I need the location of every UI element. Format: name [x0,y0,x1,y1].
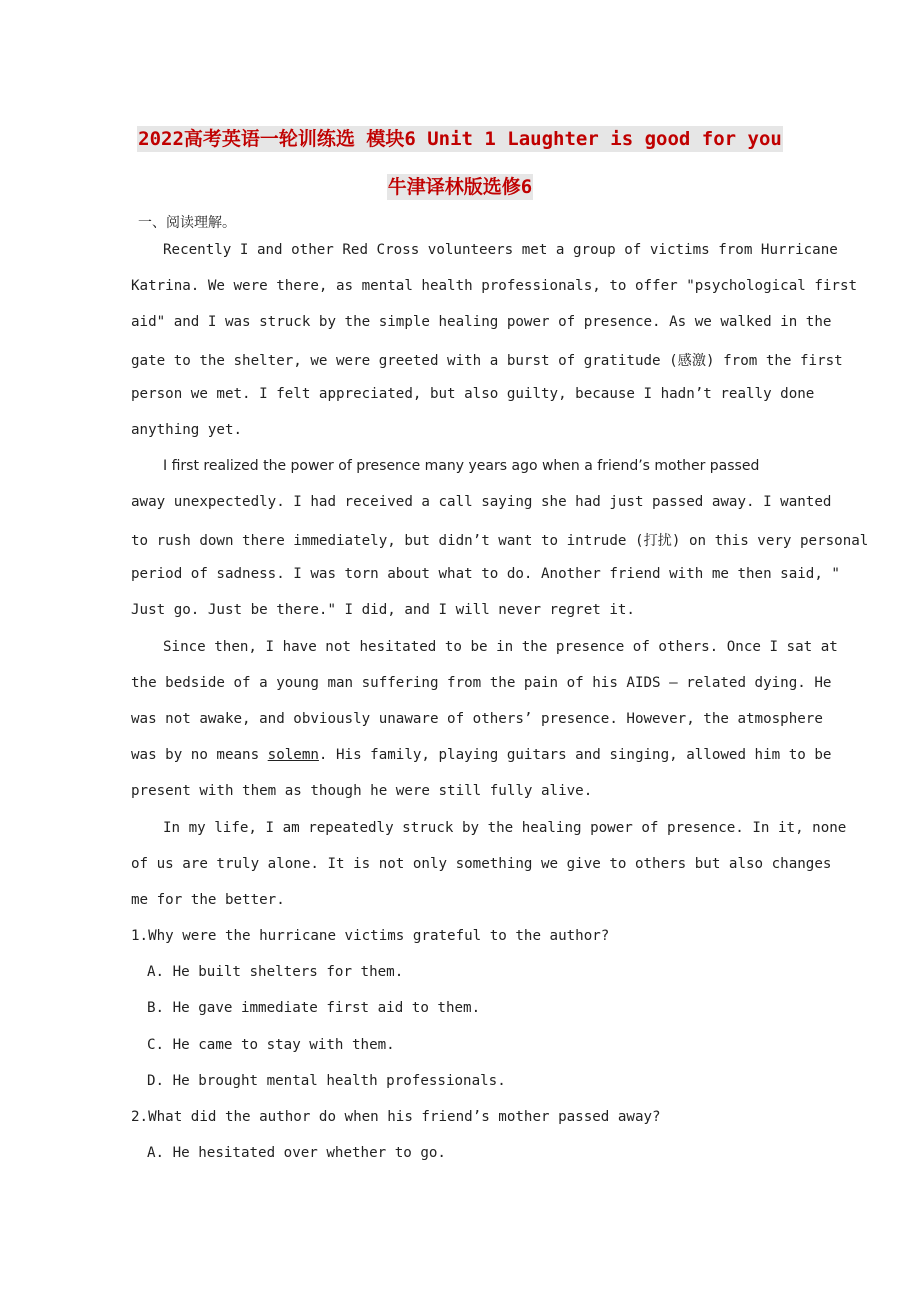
paragraph-2-line-3: to rush down there immediately, but didn’t want to intrude (打扰) on this very personal [131,533,869,549]
paragraph-4-line-2: of us are truly alone. It is not only something we give to others but also changes [131,856,832,872]
paragraph-1-line-3: aid" and I was struck by the simple healing power of presence. As we walked in the [131,314,832,330]
paragraph-2-line-4: period of sadness. I was torn about what to do. Another friend with me then said, " [131,566,840,582]
paragraph-3-line-5: present with them as though he were still fully alive. [131,783,593,799]
question-1-option-b: B. He gave immediate first aid to them. [147,1000,481,1016]
paragraph-2-line-2: away unexpectedly. I had received a call saying she had just passed away. I wanted [131,494,832,510]
paragraph-3-line-4 [131,747,831,763]
document-title-line-1: 2022高考英语一轮训练选 模块6 Unit 1 Laughter is good for you [138,128,782,150]
paragraph-1-line-2: Katrina. We were there, as mental health professionals, to offer "psychological first [131,278,858,294]
paragraph-3-line-1: Since then, I have not hesitated to be in the presence of others. Once I sat at [163,639,838,655]
paragraph-4-line-1: In my life, I am repeatedly struck by the healing power of presence. In it, none [163,820,847,836]
question-1-option-a: A. He built shelters for them. [147,964,404,980]
question-1-stem: 1.Why were the hurricane victims grateful to the author? [131,928,610,944]
paragraph-3-line-2: the bedside of a young man suffering from the pain of his AIDS — related dying. He [131,675,832,691]
paragraph-2-line-5: Just go. Just be there." I did, and I will never regret it. [131,602,635,618]
question-1-option-d: D. He brought mental health professionals. [147,1073,506,1089]
question-1-option-c: C. He came to stay with them. [147,1037,395,1053]
paragraph-3-line-4-start: was by no means [131,747,268,763]
underlined-word-solemn: solemn [267,747,319,763]
question-2-stem: 2.What did the author do when his friend’s mother passed away? [131,1109,661,1125]
paragraph-1-line-6: anything yet. [131,422,243,438]
paragraph-3-line-3: was not awake, and obviously unaware of others’ presence. However, the atmosphere [131,711,823,727]
paragraph-1-line-5: person we met. I felt appreciated, but also guilty, because I hadn’t really done [131,386,815,402]
paragraph-2-line-1: I first realized the power of presence many years ago when a friend’s mother passed [163,458,760,474]
document-title-line-2: 牛津译林版选修6 [387,176,533,198]
section-heading: 一、阅读理解。 [138,215,236,231]
question-2-option-a: A. He hesitated over whether to go. [147,1145,446,1161]
paragraph-4-line-3: me for the better. [131,892,285,908]
paragraph-1-line-1: Recently I and other Red Cross volunteers met a group of victims from Hurricane [163,242,838,258]
paragraph-1-line-4: gate to the shelter, we were greeted with a burst of gratitude (感激) from the first [131,353,843,369]
paragraph-3-line-4-end: . His family, playing guitars and singing, allowed him to be [318,747,832,763]
